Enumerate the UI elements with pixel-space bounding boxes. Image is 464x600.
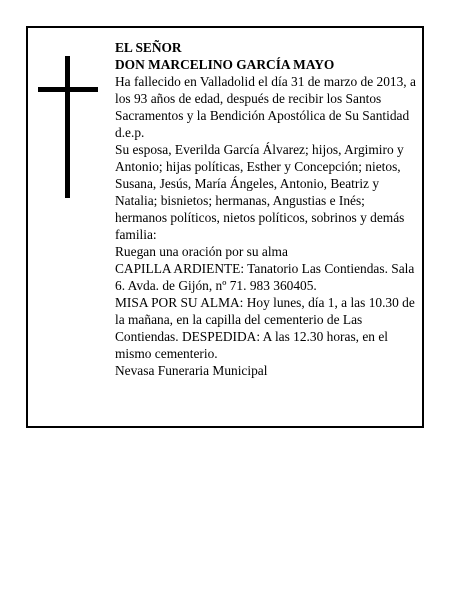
- deceased-name: DON MARCELINO GARCÍA MAYO: [115, 57, 335, 72]
- prayer-request: Ruegan una oración por su alma: [115, 244, 288, 259]
- death-announcement: Ha fallecido en Valladolid el día 31 de marzo de 2013, a los 93 años de edad, después de recibir los Santos Sacramentos y la Bendición Apostólica de Su Santidad d.e.p.: [115, 74, 416, 140]
- obituary-notice: [26, 26, 424, 428]
- chapel-info: CAPILLA ARDIENTE: Tanatorio Las Contiendas. Sala 6. Avda. de Gijón, nº 71. 983 360405.: [115, 261, 415, 293]
- funeral-home: Nevasa Funeraria Municipal: [115, 363, 268, 378]
- notice-text: [115, 39, 420, 379]
- heading-title: EL SEÑOR: [115, 40, 182, 55]
- cross-vertical-bar: [65, 56, 70, 198]
- mass-info: MISA POR SU ALMA: Hoy lunes, día 1, a las 10.30 de la mañana, en la capilla del cementerio de Las Contiendas. DESPEDIDA: A las 12.30 horas, en el mismo cementerio.: [115, 295, 415, 361]
- family-list: Su esposa, Everilda García Álvarez; hijos, Argimiro y Antonio; hijas políticas, Esther y Concepción; nietos, Susana, Jesús, María Ángeles, Antonio, Beatriz y Natalia; bisnietos; hermanas, Angustias e Inés; hermanos políticos, nietos políticos, sobrinos y demás familia:: [115, 142, 405, 242]
- cross-horizontal-bar: [38, 87, 98, 92]
- latin-cross-icon: [38, 56, 98, 198]
